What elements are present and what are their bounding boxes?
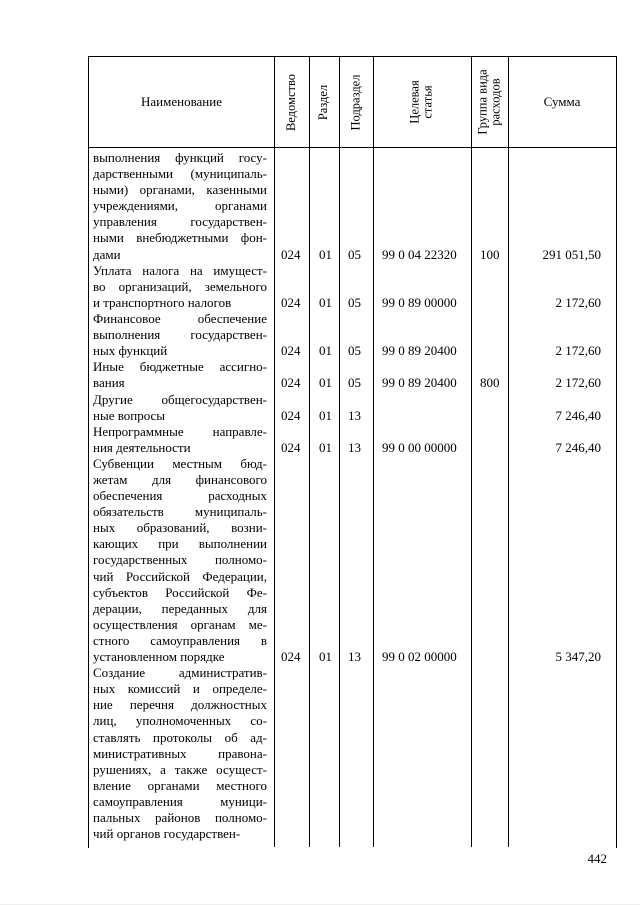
cell-name <box>93 456 267 665</box>
cell-podrazdel: 05 <box>348 375 361 391</box>
cell-celevaya: 99 0 89 00000 <box>382 294 457 310</box>
cell-name-line: министративных правона- <box>93 745 267 761</box>
cell-name-line: жетам для финансового <box>93 471 267 487</box>
header-razdel <box>309 58 339 146</box>
cell-vedomstvo: 024 <box>281 649 301 665</box>
header-celevaya <box>373 58 471 146</box>
cell-name-line: обязательств муниципаль- <box>93 504 267 520</box>
cell-name-line: управления государствен- <box>93 214 267 230</box>
cell-name <box>93 311 267 359</box>
cell-summa: 5 347,20 <box>555 649 601 665</box>
cell-name-line: во организаций, земельного <box>93 278 267 294</box>
cell-name-line: Непрограммные направле- <box>93 423 267 439</box>
cell-gruppa: 100 <box>480 246 500 262</box>
header-podrazdel <box>339 58 373 146</box>
cell-name-line: Иные бюджетные ассигно- <box>93 359 267 375</box>
cell-summa: 7 246,40 <box>555 439 601 455</box>
cell-vedomstvo: 024 <box>281 343 301 359</box>
cell-name-line: и транспортного налогов <box>93 294 232 310</box>
cell-name-line: дами <box>93 246 121 262</box>
cell-name-line: ных комиссий и определе- <box>93 681 267 697</box>
cell-name-line: учреждениями, органами <box>93 198 267 214</box>
cell-podrazdel: 05 <box>348 246 361 262</box>
cell-name-line: государственных полномо- <box>93 552 267 568</box>
cell-vedomstvo: 024 <box>281 294 301 310</box>
cell-celevaya: 99 0 00 00000 <box>382 439 457 455</box>
budget-table <box>88 56 617 848</box>
cell-razdel: 01 <box>319 246 332 262</box>
cell-name-line: кающих при выполнении <box>93 536 267 552</box>
cell-name-line: ставлять протоколы об ад- <box>93 729 267 745</box>
column-divider <box>508 57 509 847</box>
cell-name-line: ные вопросы <box>93 407 166 423</box>
cell-razdel: 01 <box>319 439 332 455</box>
cell-name-line: стного самоуправления в <box>93 632 267 648</box>
cell-name-line: вление органами местного <box>93 777 267 793</box>
cell-name-line: самоуправления муници- <box>93 793 267 809</box>
column-divider <box>339 57 340 847</box>
header-gruppa-line2: расходов <box>488 78 503 126</box>
cell-name-line: обеспечения расходных <box>93 488 267 504</box>
cell-name-line: Уплата налога на имущест- <box>93 262 267 278</box>
cell-razdel: 01 <box>319 649 332 665</box>
cell-name <box>93 665 267 842</box>
header-podrazdel-label: Подраздел <box>348 74 363 130</box>
cell-name-line: Создание административ- <box>93 665 267 681</box>
header-summa-label: Сумма <box>543 94 581 109</box>
cell-celevaya: 99 0 89 20400 <box>382 375 457 391</box>
cell-name-line: ных функций <box>93 343 168 359</box>
cell-name-line: ными) органами, казенными <box>93 182 267 198</box>
header-divider <box>89 147 616 148</box>
cell-summa: 2 172,60 <box>555 294 601 310</box>
cell-summa: 2 172,60 <box>555 343 601 359</box>
header-celevaya-line2: статья <box>421 85 435 119</box>
column-divider <box>373 57 374 847</box>
cell-name-line: вания <box>93 375 125 391</box>
header-razdel-label: Раздел <box>316 84 331 120</box>
cell-name-line: рушениях, а также осущест- <box>93 761 267 777</box>
page-number: 442 <box>587 851 607 866</box>
cell-summa: 7 246,40 <box>555 407 601 423</box>
header-celevaya-line1: Целевая <box>408 80 422 124</box>
cell-name-line: ных образований, возни- <box>93 520 267 536</box>
cell-name-line: чий Российской Федерации, <box>93 568 267 584</box>
cell-razdel: 01 <box>319 343 332 359</box>
cell-name-line: ния деятельности <box>93 439 191 455</box>
cell-summa: 2 172,60 <box>555 375 601 391</box>
cell-vedomstvo: 024 <box>281 246 301 262</box>
cell-razdel: 01 <box>319 294 332 310</box>
cell-name <box>93 392 267 424</box>
header-summa <box>508 58 616 146</box>
column-divider <box>309 57 310 847</box>
cell-gruppa: 800 <box>480 375 500 391</box>
cell-name-line: Субвенции местным бюд- <box>93 455 267 471</box>
cell-podrazdel: 05 <box>348 343 361 359</box>
cell-name <box>93 424 267 456</box>
cell-name-line: субъектов Российской Фе- <box>93 584 267 600</box>
cell-razdel: 01 <box>319 407 332 423</box>
column-divider <box>471 57 472 847</box>
header-gruppa-line1: Группа вида <box>475 69 490 135</box>
header-gruppa <box>471 58 508 146</box>
cell-name-line: Финансовое обеспечение <box>93 311 267 326</box>
cell-name <box>93 150 267 263</box>
cell-vedomstvo: 024 <box>281 439 301 455</box>
cell-vedomstvo: 024 <box>281 407 301 423</box>
cell-name-line: установленном порядке <box>93 649 225 665</box>
header-name <box>89 58 274 146</box>
header-gruppa-label <box>477 69 503 134</box>
header-vedomstvo <box>274 58 309 146</box>
cell-name-line: дарственными (муниципаль- <box>93 166 267 182</box>
header-name-label: Наименование <box>141 94 222 109</box>
cell-vedomstvo: 024 <box>281 375 301 391</box>
column-divider <box>274 57 275 847</box>
cell-name-line: выполнения функций госу- <box>93 150 267 165</box>
cell-podrazdel: 13 <box>348 407 361 423</box>
cell-name-line: чий органов государствен- <box>93 826 241 842</box>
cell-name-line: Другие общегосударствен- <box>93 391 267 407</box>
cell-name-line: ными внебюджетными фон- <box>93 230 267 246</box>
cell-name-line: осуществления органам ме- <box>93 616 267 632</box>
cell-name-line: выполнения государствен- <box>93 327 267 343</box>
header-celevaya-label <box>409 80 435 123</box>
cell-summa: 291 051,50 <box>542 246 601 262</box>
cell-name-line: пальных районов полномо- <box>93 810 267 826</box>
cell-name-line: дерации, переданных для <box>93 600 267 616</box>
cell-name <box>93 263 267 311</box>
header-vedomstvo-label: Ведомство <box>284 73 298 131</box>
cell-celevaya: 99 0 04 22320 <box>382 246 457 262</box>
cell-name-line: лиц, уполномоченных со- <box>93 713 267 729</box>
cell-celevaya: 99 0 02 00000 <box>382 649 457 665</box>
cell-podrazdel: 13 <box>348 649 361 665</box>
cell-razdel: 01 <box>319 375 332 391</box>
cell-name <box>93 359 267 391</box>
cell-podrazdel: 05 <box>348 294 361 310</box>
cell-podrazdel: 13 <box>348 439 361 455</box>
cell-name-line: ние перечня должностных <box>93 697 267 713</box>
cell-celevaya: 99 0 89 20400 <box>382 343 457 359</box>
